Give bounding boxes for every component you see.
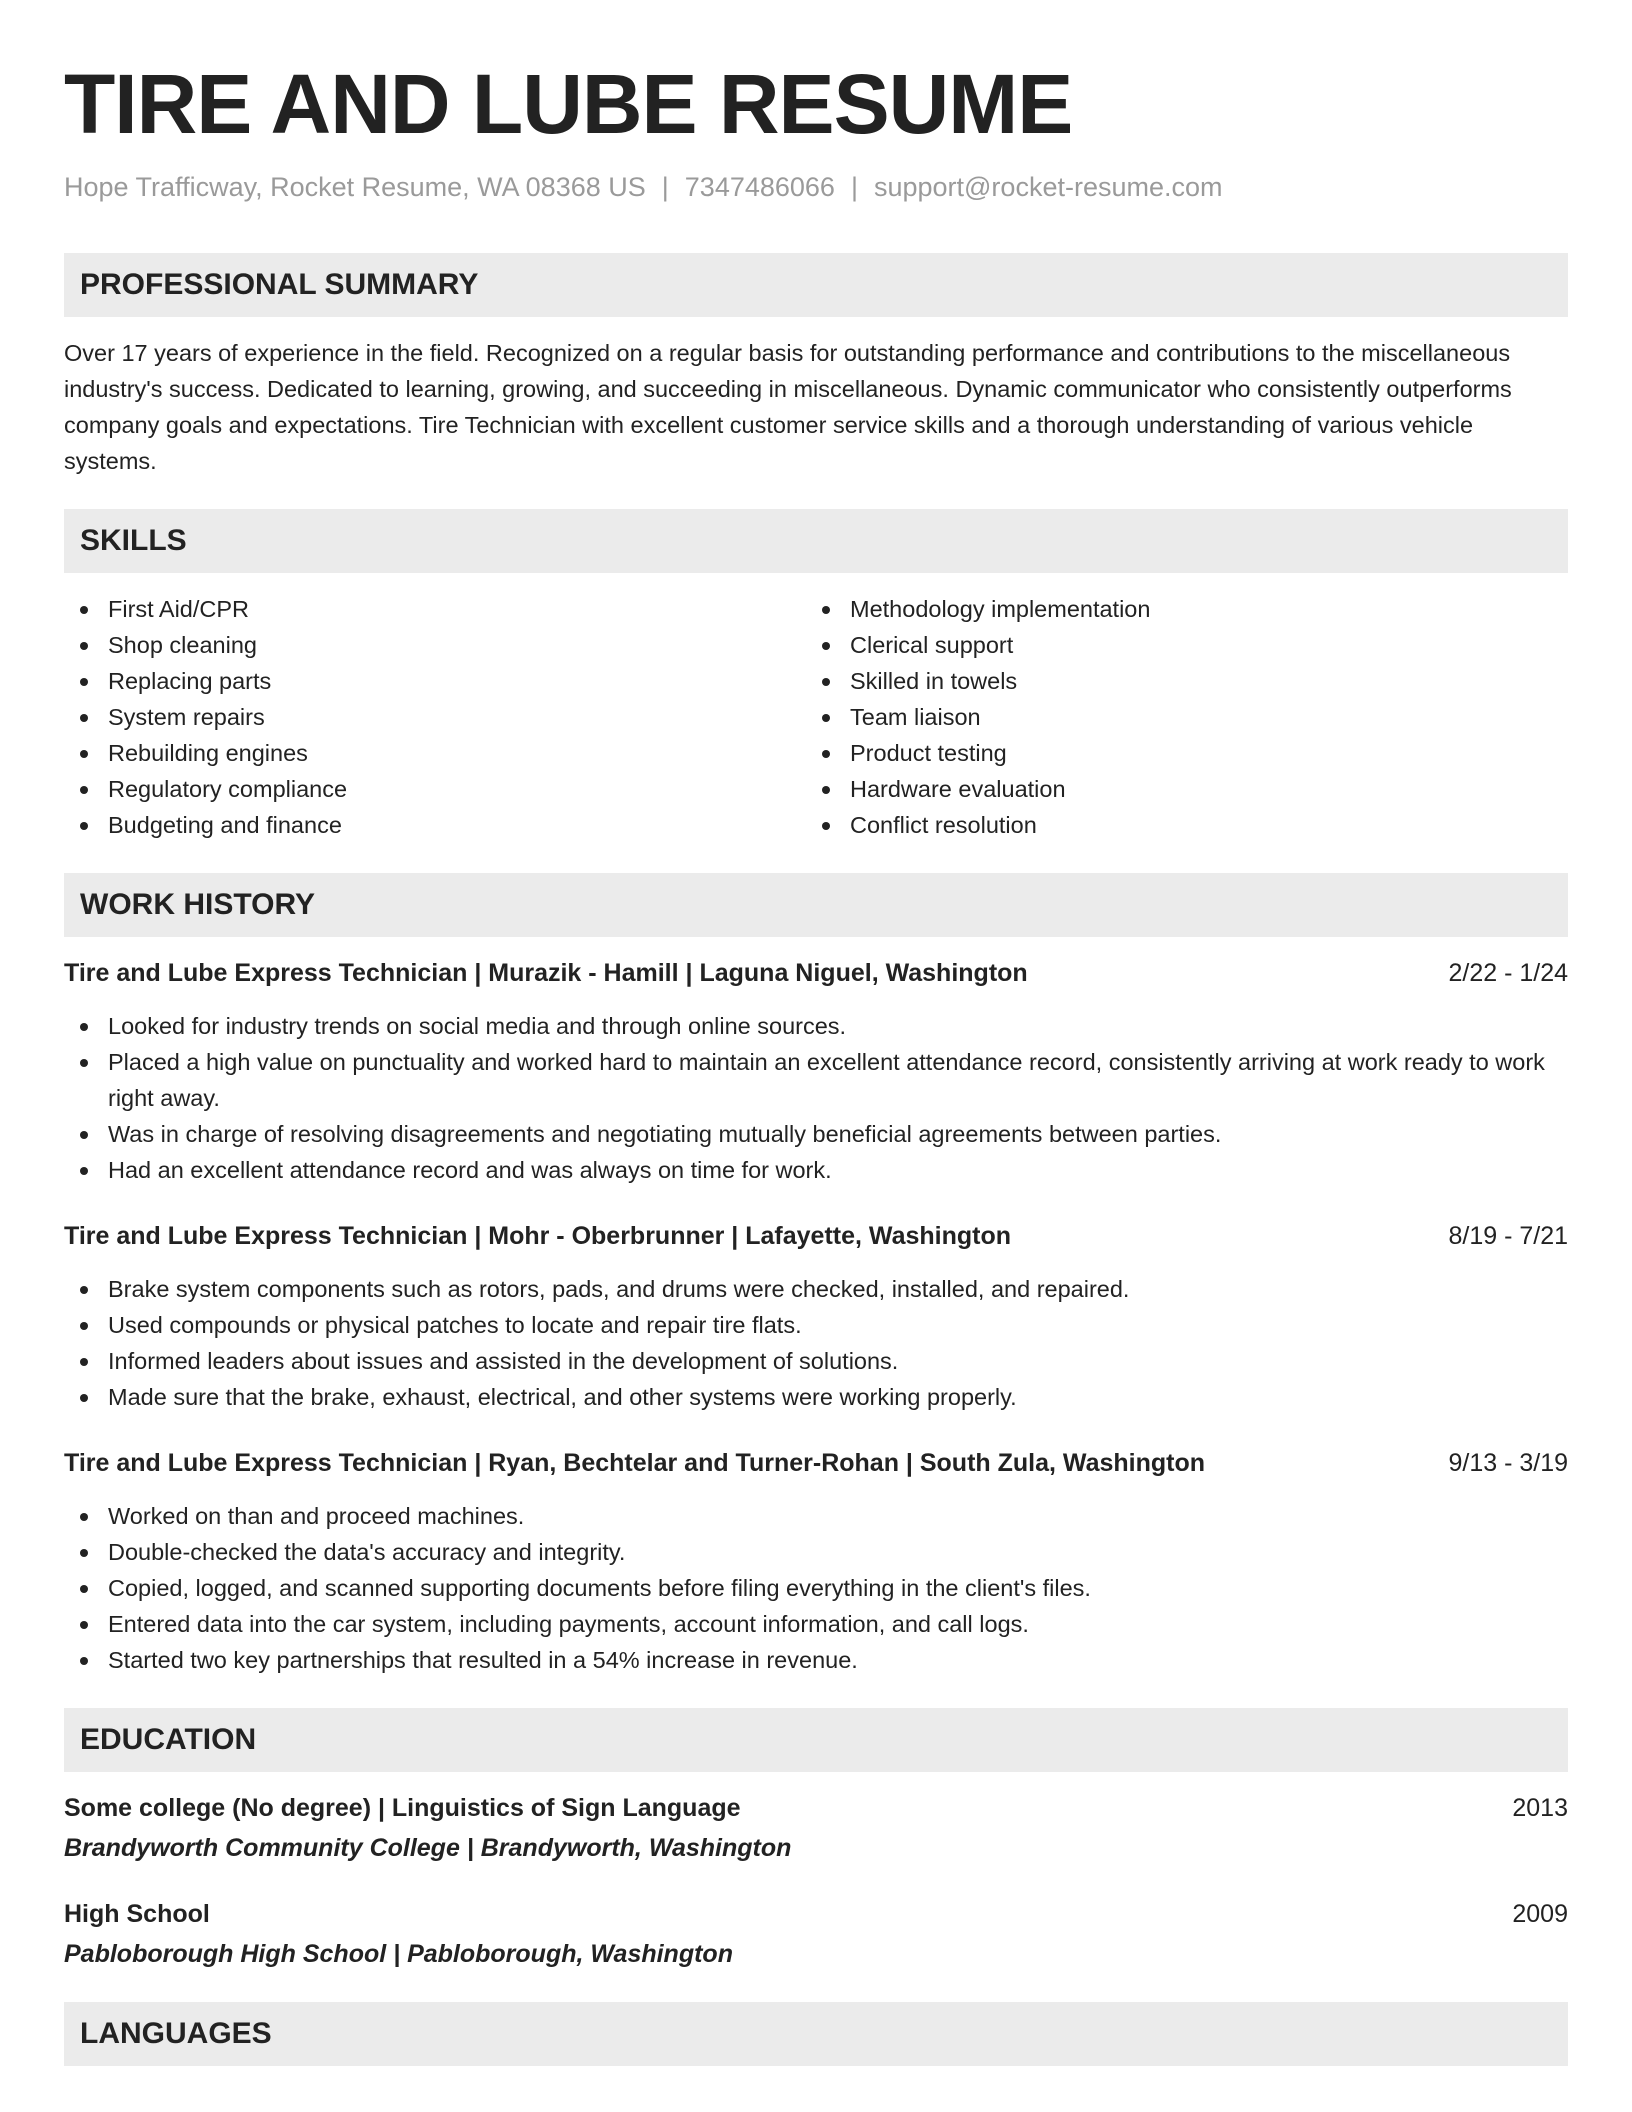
education-header	[64, 1790, 1568, 1826]
job-bullet: Entered data into the car system, including payments, account information, and call logs.	[64, 1606, 1568, 1642]
education-header	[64, 1896, 1568, 1932]
job-dates: 9/13 - 3/19	[1448, 1449, 1568, 1477]
skill-item: Methodology implementation	[806, 591, 1548, 627]
job-header	[64, 955, 1568, 991]
job-bullets	[64, 1498, 1568, 1678]
education-entry	[64, 1790, 1568, 1866]
summary-text: Over 17 years of experience in the field. Recognized on a regular basis for outstanding performance and contributions to the miscellaneous industry's success. Dedicated to learning, growing, and succeeding in miscellaneous. Dynamic communicator who consistently outperforms company goals and expectations. Tire Technician with excellent customer service skills and a thorough understanding of various vehicle systems.	[64, 340, 1512, 474]
skill-item: Clerical support	[806, 627, 1548, 663]
job-header	[64, 1445, 1568, 1481]
job-bullet: Worked on than and proceed machines.	[64, 1498, 1568, 1534]
job-dates: 2/22 - 1/24	[1448, 959, 1568, 987]
section-heading-summary: PROFESSIONAL SUMMARY	[64, 253, 1568, 317]
job-header	[64, 1218, 1568, 1254]
skills-column-left	[64, 591, 806, 843]
skills-list	[64, 591, 1568, 843]
contact-phone: 7347486066	[684, 172, 835, 202]
job-bullet: Made sure that the brake, exhaust, electrical, and other systems were working properly.	[64, 1379, 1568, 1415]
job-bullet: Placed a high value on punctuality and worked hard to maintain an excellent attendance record, consistently arriving at work ready to work right away.	[64, 1044, 1568, 1116]
job-bullets	[64, 1271, 1568, 1415]
contact-line	[64, 170, 1568, 204]
resume-page	[64, 0, 1568, 2066]
job-bullet: Started two key partnerships that resulted in a 54% increase in revenue.	[64, 1642, 1568, 1678]
job-dates: 8/19 - 7/21	[1448, 1222, 1568, 1250]
job-bullets	[64, 1008, 1568, 1188]
job-entry	[64, 1218, 1568, 1415]
skill-item: Hardware evaluation	[806, 771, 1548, 807]
education-list	[64, 1790, 1568, 1972]
job-bullet: Had an excellent attendance record and was always on time for work.	[64, 1152, 1568, 1188]
education-entry	[64, 1896, 1568, 1972]
education-title: High School	[64, 1900, 210, 1928]
section-heading-languages: LANGUAGES	[64, 2002, 1568, 2066]
section-heading-education: EDUCATION	[64, 1708, 1568, 1772]
contact-address: Hope Trafficway, Rocket Resume, WA 08368 US	[64, 172, 646, 202]
job-bullet: Brake system components such as rotors, pads, and drums were checked, installed, and repaired.	[64, 1271, 1568, 1307]
job-title: Tire and Lube Express Technician | Murazik - Hamill | Laguna Niguel, Washington	[64, 959, 1028, 987]
skill-item: Team liaison	[806, 699, 1548, 735]
job-entry	[64, 955, 1568, 1188]
job-bullet: Used compounds or physical patches to locate and repair tire flats.	[64, 1307, 1568, 1343]
job-bullet: Looked for industry trends on social media and through online sources.	[64, 1008, 1568, 1044]
skill-item: Shop cleaning	[64, 627, 806, 663]
contact-email: support@rocket-resume.com	[873, 172, 1223, 202]
job-bullet: Was in charge of resolving disagreements and negotiating mutually beneficial agreements between parties.	[64, 1116, 1568, 1152]
job-entry	[64, 1445, 1568, 1678]
job-title: Tire and Lube Express Technician | Mohr - Oberbrunner | Lafayette, Washington	[64, 1222, 1012, 1250]
education-title: Some college (No degree) | Linguistics of Sign Language	[64, 1794, 741, 1822]
section-heading-work-history: WORK HISTORY	[64, 873, 1568, 937]
skill-item: First Aid/CPR	[64, 591, 806, 627]
skill-item: Regulatory compliance	[64, 771, 806, 807]
section-heading-skills: SKILLS	[64, 509, 1568, 573]
skill-item: Budgeting and finance	[64, 807, 806, 843]
job-title: Tire and Lube Express Technician | Ryan, Bechtelar and Turner-Rohan | South Zula, Washington	[64, 1449, 1206, 1477]
resume-title: TIRE AND LUBE RESUME	[64, 57, 1073, 151]
skill-item: Replacing parts	[64, 663, 806, 699]
skill-item: Conflict resolution	[806, 807, 1548, 843]
education-year: 2009	[1512, 1900, 1568, 1928]
job-bullet: Copied, logged, and scanned supporting documents before filing everything in the client's files.	[64, 1570, 1568, 1606]
skills-column-right	[806, 591, 1548, 843]
skill-item: Product testing	[806, 735, 1548, 771]
skill-item: Rebuilding engines	[64, 735, 806, 771]
job-bullet: Double-checked the data's accuracy and integrity.	[64, 1534, 1568, 1570]
job-bullet: Informed leaders about issues and assisted in the development of solutions.	[64, 1343, 1568, 1379]
education-school: Pabloborough High School | Pabloborough, Washington	[64, 1940, 733, 1968]
education-school: Brandyworth Community College | Brandyworth, Washington	[64, 1834, 792, 1862]
skill-item: Skilled in towels	[806, 663, 1548, 699]
education-year: 2013	[1512, 1794, 1568, 1822]
contact-separator: |	[850, 172, 858, 202]
skill-item: System repairs	[64, 699, 806, 735]
contact-separator: |	[661, 172, 669, 202]
